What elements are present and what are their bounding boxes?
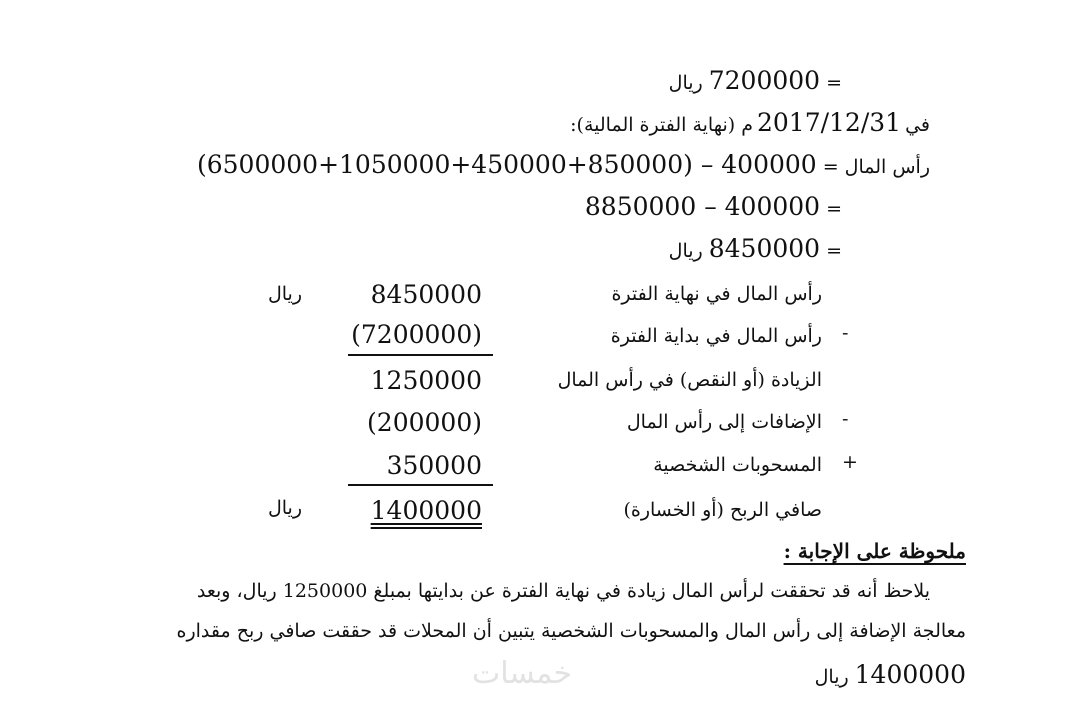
statement-sign: -	[842, 322, 849, 344]
statement-unit: ريال	[267, 497, 302, 519]
line-opening-capital	[669, 66, 842, 95]
closing-capital-value: 8450000	[708, 234, 821, 263]
currency-unit: ريال	[668, 72, 703, 94]
capital-label: رأس المال =	[822, 156, 930, 178]
statement-amount: 350000	[386, 451, 482, 480]
note-line-2: معالجة الإضافة إلى رأس المال والمسحوبات الشخصية يتبين أن المحلات قد حققت صافي ربح مقداره	[176, 620, 966, 642]
period-end-date: 2017/12/31	[756, 108, 902, 137]
opening-capital-value: 7200000	[708, 66, 821, 95]
line-capital-formula	[197, 150, 930, 179]
statement-sign: -	[842, 408, 849, 430]
statement-amount: (200000)	[367, 408, 482, 437]
note-line-3	[815, 660, 966, 689]
note-net-profit-value: 1400000	[854, 660, 966, 689]
equals-sign: =	[826, 72, 842, 94]
note-title: ملحوظة على الإجابة :	[783, 539, 966, 563]
statement-label: رأس المال في نهاية الفترة	[611, 283, 822, 305]
subtraction-expression: 8850000 – 400000	[584, 192, 821, 221]
line-period-end-date	[570, 108, 930, 137]
statement-amount: 1250000	[370, 366, 482, 395]
date-prefix: في	[905, 114, 930, 136]
statement-label: المسحوبات الشخصية	[653, 454, 822, 476]
date-suffix: م (نهاية الفترة المالية):	[570, 114, 753, 136]
line-closing-capital	[669, 234, 842, 263]
statement-label: الزيادة (أو النقص) في رأس المال	[557, 369, 822, 391]
currency-unit: ريال	[814, 666, 849, 688]
capital-expression: (6500000+1050000+450000+850000) – 400000	[196, 150, 817, 179]
watermark-logo: خمسات	[472, 656, 573, 691]
statement-unit: ريال	[267, 283, 302, 305]
equals-sign: =	[826, 198, 842, 220]
net-profit-amount: 1400000	[370, 496, 482, 525]
currency-unit: ريال	[668, 240, 703, 262]
statement-amount: (7200000)	[351, 320, 482, 349]
statement-label: صافي الربح (أو الخسارة)	[623, 499, 822, 521]
statement-amount: 8450000	[370, 280, 482, 309]
subtotal-rule	[348, 354, 493, 356]
total-rule	[348, 484, 493, 486]
statement-label: رأس المال في بداية الفترة	[610, 325, 822, 347]
line-capital-subtraction	[585, 192, 842, 221]
equals-sign: =	[826, 240, 842, 262]
statement-sign: +	[842, 451, 858, 473]
note-line-1: يلاحظ أنه قد تحققت لرأس المال زيادة في نهاية الفترة عن بدايتها بمبلغ 1250000 ريال، وبعد	[196, 580, 930, 602]
statement-label: الإضافات إلى رأس المال	[626, 411, 822, 433]
